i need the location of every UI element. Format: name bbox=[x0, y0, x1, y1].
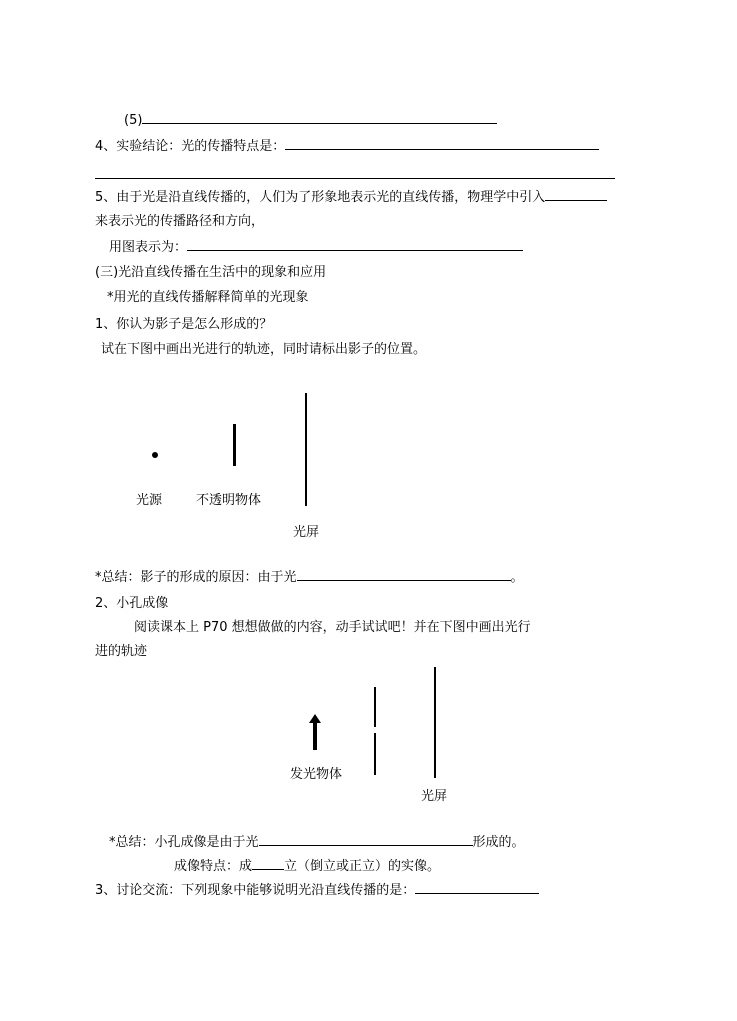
luminous-object-label: 发光物体 bbox=[290, 767, 343, 782]
q5-text-c: 用图表示为： bbox=[109, 240, 188, 255]
summary-1 bbox=[95, 569, 524, 587]
item-5-label: (5) bbox=[124, 113, 143, 128]
screen-label: 光屏 bbox=[293, 525, 320, 540]
screen-label-2: 光屏 bbox=[421, 789, 448, 804]
q5-blank[interactable] bbox=[545, 189, 607, 201]
q3-text: 3、讨论交流：下列现象中能够说明光沿直线传播的是： bbox=[95, 883, 416, 898]
features-prefix: 成像特点：成 bbox=[174, 859, 253, 874]
features-blank[interactable] bbox=[252, 858, 284, 870]
light-source-label: 光源 bbox=[136, 493, 163, 508]
section-3-heading bbox=[95, 264, 326, 282]
q2-task-a bbox=[134, 619, 531, 637]
q3-line bbox=[95, 882, 539, 900]
q5-line-c bbox=[109, 239, 523, 257]
imaging-features bbox=[174, 858, 440, 876]
diagram-blank[interactable] bbox=[187, 239, 523, 251]
explain-heading bbox=[107, 289, 309, 307]
q1-task-text: 试在下图中画出光进行的轨迹，同时请标出影子的位置。 bbox=[101, 342, 427, 357]
item-5-blank[interactable] bbox=[142, 112, 497, 124]
summary-2-blank[interactable] bbox=[259, 834, 473, 846]
q5-line-a bbox=[95, 189, 607, 207]
q1-heading bbox=[95, 316, 272, 334]
conclusion-blank[interactable] bbox=[285, 138, 599, 150]
q2-task-b-text: 进的轨迹 bbox=[95, 644, 148, 659]
section-3-text: (三)光沿直线传播在生活中的现象和应用 bbox=[95, 265, 327, 280]
conclusion-blank-line-2[interactable] bbox=[95, 178, 615, 179]
q5-line-b bbox=[95, 213, 264, 231]
pinhole-board-lower bbox=[374, 733, 376, 775]
q1-task bbox=[101, 341, 426, 359]
opaque-object-bar bbox=[233, 424, 236, 466]
screen-bar-2 bbox=[434, 667, 436, 778]
q5-text-b: 来表示光的传播路径和方向， bbox=[95, 214, 265, 229]
summary-1-blank[interactable] bbox=[297, 569, 511, 581]
conclusion-line bbox=[95, 138, 599, 156]
features-suffix: 立（倒立或正立）的实像。 bbox=[284, 859, 441, 874]
q2-heading bbox=[95, 595, 168, 613]
pinhole-board-upper bbox=[374, 687, 376, 727]
opaque-object-label: 不透明物体 bbox=[196, 493, 262, 508]
summary-2-suffix: 形成的。 bbox=[472, 835, 525, 850]
q1-text: 1、你认为影子是怎么形成的？ bbox=[95, 317, 273, 332]
summary-1-prefix: *总结：影子的形成的原因：由于光 bbox=[95, 570, 297, 585]
summary-1-suffix: 。 bbox=[510, 570, 524, 585]
conclusion-label: 4、实验结论：光的传播特点是： bbox=[95, 139, 286, 154]
q3-blank[interactable] bbox=[415, 882, 539, 894]
luminous-object-arrow bbox=[308, 714, 322, 750]
q2-task-a-text: 阅读课本上 P70 想想做做的内容，动手试试吧！并在下图中画出光行 bbox=[134, 620, 531, 635]
item-5 bbox=[124, 112, 497, 130]
q2-task-b bbox=[95, 643, 147, 661]
summary-2 bbox=[109, 834, 525, 852]
screen-bar bbox=[305, 393, 307, 506]
q5-text-a: 5、由于光是沿直线传播的，人们为了形象地表示光的直线传播，物理学中引入 bbox=[95, 190, 546, 205]
light-source-dot bbox=[152, 452, 158, 458]
summary-2-prefix: *总结：小孔成像是由于光 bbox=[109, 835, 259, 850]
q2-text: 2、小孔成像 bbox=[95, 596, 169, 611]
explain-text: *用光的直线传播解释简单的光现象 bbox=[107, 290, 309, 305]
